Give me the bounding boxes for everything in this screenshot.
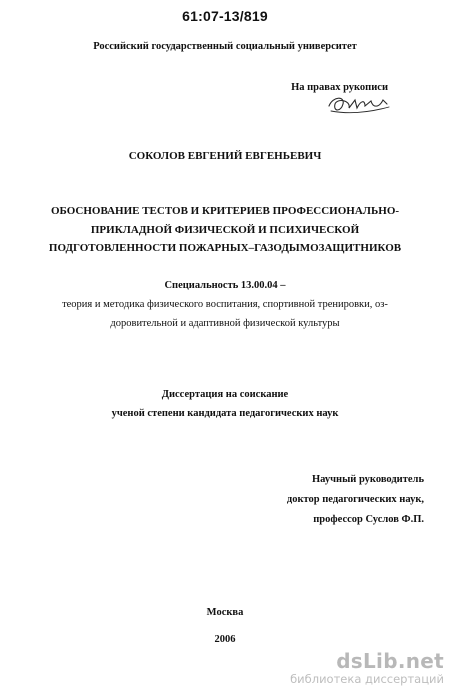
supervisor-line: Научный руководитель	[312, 474, 424, 485]
scientific-supervisor	[287, 470, 424, 530]
dissertation-degree	[0, 386, 450, 423]
degree-line: ученой степени кандидата педагогических наук	[111, 407, 339, 419]
dissertation-title	[25, 202, 425, 258]
university-name: Российский государственный социальный университет	[93, 41, 357, 52]
author-name: СОКОЛОВ ЕВГЕНИЙ ЕВГЕНЬЕВИЧ	[128, 150, 322, 162]
watermark-logo: dsLib.net	[336, 649, 444, 673]
title-line: ПОДГОТОВЛЕННОСТИ ПОЖАРНЫХ–ГАЗОДЫМОЗАЩИТНИКОВ	[48, 242, 402, 254]
specialty-line: теория и методика физического воспитания, спортивной тренировки, оз-	[62, 299, 388, 310]
specialty-line: доровительной и адаптивной физической культуры	[110, 317, 340, 329]
year: 2006	[214, 634, 236, 645]
manuscript-note: На правах рукописи	[291, 82, 388, 93]
handwritten-signature	[325, 92, 395, 118]
watermark	[290, 650, 444, 686]
supervisor-line: доктор педагогических наук,	[286, 494, 424, 505]
specialty-description	[20, 296, 430, 333]
title-line: ОБОСНОВАНИЕ ТЕСТОВ И КРИТЕРИЕВ ПРОФЕССИОНАЛЬНО-	[50, 205, 400, 217]
catalog-code: 61:07-13/819	[182, 8, 268, 24]
specialty-header: Специальность 13.00.04 –	[164, 280, 286, 291]
city: Москва	[206, 607, 244, 618]
degree-line: Диссертация на соискание	[161, 389, 289, 400]
supervisor-line: профессор Суслов Ф.П.	[313, 514, 424, 525]
title-line: ПРИКЛАДНОЙ ФИЗИЧЕСКОЙ И ПСИХИЧЕСКОЙ	[90, 223, 360, 236]
watermark-subtitle: библиотека диссертаций	[290, 672, 444, 686]
